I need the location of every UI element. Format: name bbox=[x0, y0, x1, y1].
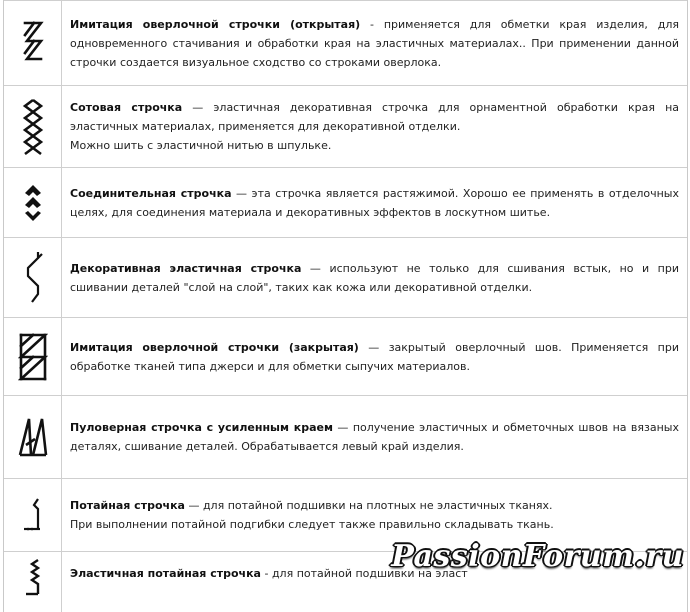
stitch-description: для потайной подшивки на эласт bbox=[271, 567, 468, 580]
separator: - bbox=[360, 17, 384, 31]
elastic-blind-hem-stitch-icon bbox=[22, 558, 44, 598]
decorative-elastic-stitch-icon bbox=[22, 250, 44, 306]
stitch-description: применяется для обметки края изделия, для одновременного стачивания и обработки края на эластичных материалах.. При применении данной строчки создается визуальное сходство со строками оверлока. bbox=[70, 17, 679, 69]
stitch-row bbox=[4, 86, 687, 168]
separator: - bbox=[260, 567, 272, 580]
separator: — bbox=[301, 261, 330, 275]
text-cell bbox=[62, 168, 687, 237]
stitch-description: закрытый оверлочный шов. Применяется при обработке тканей типа джерси и для обметки сыпучих материалов. bbox=[70, 340, 679, 373]
text-cell bbox=[62, 318, 687, 395]
text-cell bbox=[62, 86, 687, 167]
stitch-title: Сотовая строчка bbox=[70, 101, 183, 114]
text-cell bbox=[62, 1, 687, 85]
icon-cell bbox=[4, 318, 62, 395]
reinforced-edge-stitch-icon bbox=[17, 413, 49, 461]
icon-cell bbox=[4, 1, 62, 85]
icon-cell bbox=[4, 168, 62, 237]
stitch-description: эластичная декоративная строчка для орнаментной обработки края на эластичных материалах, применяется для декоративной отделки. bbox=[70, 101, 680, 133]
stitch-extra: Можно шить с эластичной нитью в шпульке. bbox=[70, 139, 332, 152]
stitch-row bbox=[4, 238, 687, 318]
stitch-row bbox=[4, 396, 687, 479]
stitch-description: используют не только для сшивания встык, но и при сшивании деталей "слой на слой", таких как кожа или декоративной отделки. bbox=[70, 261, 680, 294]
stitch-title: Имитация оверлочной строчки (закрытая) bbox=[70, 340, 359, 354]
text-cell bbox=[62, 396, 687, 478]
stitch-description: эта строчка является растяжимой. Хорошо ее применять в отделочных целях, для соединения материала и декоративных эффектов в лоскутном шитье. bbox=[70, 186, 679, 219]
honeycomb-stitch-icon bbox=[20, 98, 46, 156]
stitch-description: получение эластичных и обметочных швов на вязаных деталях, сшивание деталей. Обрабатывается левый край изделия. bbox=[70, 421, 680, 453]
icon-cell bbox=[4, 396, 62, 478]
separator: — bbox=[184, 499, 203, 512]
stitch-row bbox=[4, 0, 687, 86]
stitch-title: Декоративная эластичная строчка bbox=[70, 261, 302, 275]
stitch-description: для потайной подшивки на плотных не эластичных тканях. bbox=[202, 499, 553, 512]
stitch-title: Соединительная строчка bbox=[70, 186, 232, 200]
separator: — bbox=[231, 186, 252, 200]
stitch-row bbox=[4, 318, 687, 396]
icon-cell bbox=[4, 238, 62, 317]
stitch-table bbox=[3, 0, 688, 612]
separator: — bbox=[332, 421, 353, 434]
icon-cell bbox=[4, 86, 62, 167]
separator: — bbox=[358, 340, 389, 354]
separator: — bbox=[182, 101, 214, 114]
overlock-closed-stitch-icon bbox=[18, 332, 48, 382]
text-cell bbox=[62, 238, 687, 317]
stitch-title: Пуловерная строчка с усиленным краем bbox=[70, 421, 333, 434]
overlock-open-stitch-icon bbox=[22, 19, 44, 67]
stitch-title: Имитация оверлочной строчки (открытая) bbox=[70, 17, 361, 31]
connecting-stitch-icon bbox=[22, 183, 44, 223]
watermark: PassionForum.ru bbox=[391, 539, 684, 574]
stitch-title: Потайная строчка bbox=[70, 499, 185, 512]
icon-cell bbox=[4, 552, 62, 612]
stitch-extra: При выполнении потайной подгибки следует также правильно складывать ткань. bbox=[70, 518, 554, 531]
stitch-title: Эластичная потайная строчка bbox=[70, 567, 261, 580]
icon-cell bbox=[4, 479, 62, 551]
blind-hem-stitch-icon bbox=[20, 495, 46, 535]
stitch-row bbox=[4, 168, 687, 238]
